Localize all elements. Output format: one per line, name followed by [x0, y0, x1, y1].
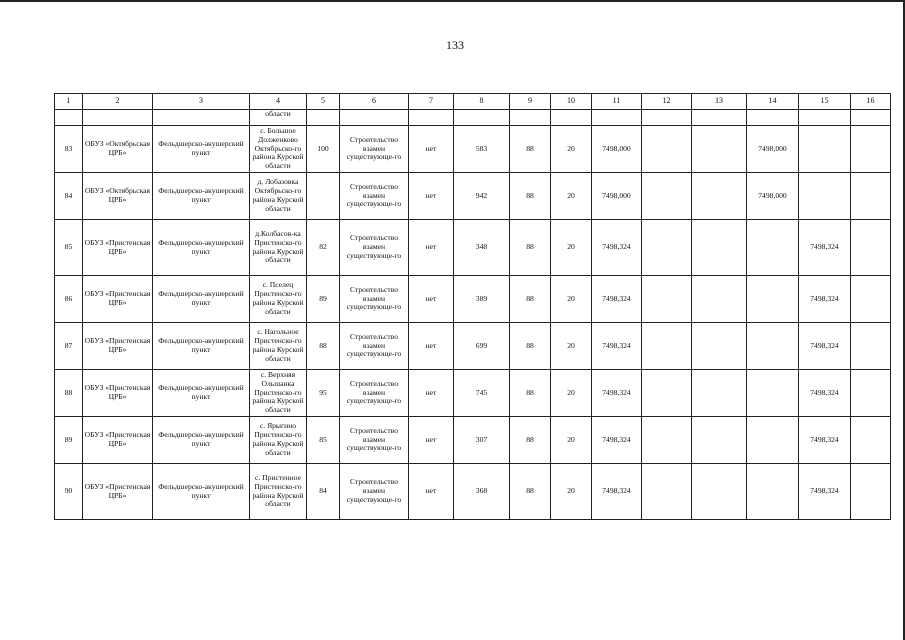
table-cell-col-13 [692, 110, 747, 126]
table-cell-col-1: 83 [55, 126, 83, 173]
table-cell-col-9: 88 [510, 173, 551, 220]
table-row [55, 126, 891, 173]
table-cell-col-1: 84 [55, 173, 83, 220]
table-cell-col-2: ОБУЗ «Октябрьская ЦРБ» [83, 126, 153, 173]
table-cell-col-2: ОБУЗ «Октябрьская ЦРБ» [83, 173, 153, 220]
table-cell-col-7: нет [409, 173, 454, 220]
table-cell-col-11 [592, 110, 642, 126]
table-cell-col-3: Фельдшерско-акушерский пункт [153, 417, 250, 464]
table-cell-col-13: 13 [692, 94, 747, 110]
table-cell-col-5 [307, 110, 340, 126]
table-cell-col-2: ОБУЗ «Пристенская ЦРБ» [83, 323, 153, 370]
table-cell-col-15 [799, 173, 851, 220]
table-cell-col-8: 348 [454, 220, 510, 276]
table-cell-col-11: 11 [592, 94, 642, 110]
table-cell-col-12 [642, 323, 692, 370]
table-cell-col-12 [642, 417, 692, 464]
table-cell-col-3: Фельдшерско-акушерский пункт [153, 173, 250, 220]
table-cell-col-14: 7498,000 [747, 173, 799, 220]
table-cell-col-14 [747, 417, 799, 464]
table-cell-col-2: ОБУЗ «Пристенская ЦРБ» [83, 276, 153, 323]
table-cell-col-11: 7498,324 [592, 417, 642, 464]
table-cell-col-15: 7498,324 [799, 370, 851, 417]
table-cell-col-6: Строительство взамен существующе-го [340, 220, 409, 276]
table-cell-col-2: ОБУЗ «Пристенская ЦРБ» [83, 370, 153, 417]
table-cell-col-11: 7498,000 [592, 126, 642, 173]
table-cell-col-3: Фельдшерско-акушерский пункт [153, 323, 250, 370]
table-cell-col-7: нет [409, 464, 454, 520]
table-cell-col-13 [692, 126, 747, 173]
table-continuation-row [55, 110, 891, 126]
table-cell-col-16 [851, 220, 891, 276]
table-cell-col-4: д. Лобазовка Октябрьско-го района Курской области [250, 173, 307, 220]
table-cell-col-12 [642, 220, 692, 276]
table-row [55, 173, 891, 220]
table-cell-col-1: 85 [55, 220, 83, 276]
table-cell-col-12 [642, 370, 692, 417]
table-cell-col-5: 88 [307, 323, 340, 370]
table-cell-col-13 [692, 323, 747, 370]
table-cell-col-14: 7498,000 [747, 126, 799, 173]
table-cell-col-16 [851, 464, 891, 520]
table-cell-col-15: 7498,324 [799, 417, 851, 464]
table-cell-col-4: с. Пристенное Пристенско-го района Курской области [250, 464, 307, 520]
table-cell-col-3: Фельдшерско-акушерский пункт [153, 220, 250, 276]
table-cell-col-7: нет [409, 220, 454, 276]
table-cell-col-6: Строительство взамен существующе-го [340, 276, 409, 323]
table-row [55, 464, 891, 520]
table-cell-col-6: Строительство взамен существующе-го [340, 173, 409, 220]
table-cell-col-12 [642, 173, 692, 220]
table-row [55, 417, 891, 464]
table-cell-col-10: 10 [551, 94, 592, 110]
table-cell-col-7: нет [409, 417, 454, 464]
table-cell-col-15: 7498,324 [799, 276, 851, 323]
table-cell-col-9: 88 [510, 276, 551, 323]
table-cell-col-6 [340, 110, 409, 126]
table-cell-col-5: 84 [307, 464, 340, 520]
table-cell-col-5: 5 [307, 94, 340, 110]
table-cell-col-10 [551, 110, 592, 126]
table-cell-col-7: нет [409, 276, 454, 323]
table-cell-col-10: 20 [551, 220, 592, 276]
table-cell-col-3 [153, 110, 250, 126]
table-cell-col-14: 14 [747, 94, 799, 110]
table-cell-col-2: ОБУЗ «Пристенская ЦРБ» [83, 220, 153, 276]
table-cell-col-10: 20 [551, 464, 592, 520]
table-cell-col-2: ОБУЗ «Пристенская ЦРБ» [83, 417, 153, 464]
table-cell-col-1 [55, 110, 83, 126]
table-cell-col-8: 368 [454, 464, 510, 520]
table-cell-col-3: Фельдшерско-акушерский пункт [153, 464, 250, 520]
table-cell-col-13 [692, 464, 747, 520]
table-row [55, 220, 891, 276]
table-cell-col-1: 89 [55, 417, 83, 464]
table-cell-col-5: 89 [307, 276, 340, 323]
table-cell-col-6: Строительство взамен существующе-го [340, 323, 409, 370]
table-cell-col-6: Строительство взамен существующе-го [340, 370, 409, 417]
table-cell-col-16 [851, 323, 891, 370]
table-cell-col-12 [642, 276, 692, 323]
table-cell-col-16 [851, 370, 891, 417]
page-top-border [0, 0, 905, 2]
table-cell-col-6: Строительство взамен существующе-го [340, 417, 409, 464]
table-row [55, 323, 891, 370]
table-cell-col-10: 20 [551, 417, 592, 464]
table-cell-col-5: 95 [307, 370, 340, 417]
table-cell-col-11: 7498,324 [592, 370, 642, 417]
table-cell-col-12 [642, 110, 692, 126]
table-cell-col-9: 88 [510, 323, 551, 370]
table-cell-col-2: ОБУЗ «Пристенская ЦРБ» [83, 464, 153, 520]
table-cell-col-16 [851, 110, 891, 126]
table-cell-col-15 [799, 110, 851, 126]
table-cell-col-2: 2 [83, 94, 153, 110]
table-cell-col-10: 20 [551, 276, 592, 323]
table-cell-col-11: 7498,324 [592, 323, 642, 370]
table-cell-col-9: 88 [510, 126, 551, 173]
table-cell-col-8 [454, 110, 510, 126]
table-cell-col-8: 307 [454, 417, 510, 464]
table-cell-col-9: 88 [510, 370, 551, 417]
table-cell-col-4: области [250, 110, 307, 126]
table-row [55, 276, 891, 323]
table-cell-col-16 [851, 276, 891, 323]
table-cell-col-14 [747, 370, 799, 417]
table-cell-col-9: 88 [510, 417, 551, 464]
table-cell-col-7: нет [409, 126, 454, 173]
table-cell-col-14 [747, 110, 799, 126]
table-cell-col-1: 88 [55, 370, 83, 417]
table-cell-col-5: 85 [307, 417, 340, 464]
table-cell-col-4: с. Большое Долженково Октябрьско-го района Курской области [250, 126, 307, 173]
table-cell-col-15: 7498,324 [799, 323, 851, 370]
table-cell-col-7: нет [409, 323, 454, 370]
table-cell-col-6: Строительство взамен существующе-го [340, 126, 409, 173]
table-cell-col-15: 7498,324 [799, 220, 851, 276]
table-cell-col-7: 7 [409, 94, 454, 110]
table-cell-col-8: 699 [454, 323, 510, 370]
table-cell-col-10: 20 [551, 370, 592, 417]
table-cell-col-14 [747, 276, 799, 323]
table-cell-col-10: 20 [551, 173, 592, 220]
table-cell-col-1: 90 [55, 464, 83, 520]
table-cell-col-13 [692, 417, 747, 464]
table-cell-col-12 [642, 464, 692, 520]
table-cell-col-15: 15 [799, 94, 851, 110]
table-cell-col-11: 7498,324 [592, 220, 642, 276]
table-cell-col-14 [747, 464, 799, 520]
table-cell-col-15 [799, 126, 851, 173]
table-cell-col-7: нет [409, 370, 454, 417]
table-cell-col-14 [747, 220, 799, 276]
table-cell-col-11: 7498,000 [592, 173, 642, 220]
table-cell-col-6: 6 [340, 94, 409, 110]
table-cell-col-4: 4 [250, 94, 307, 110]
table-cell-col-11: 7498,324 [592, 464, 642, 520]
table-cell-col-13 [692, 173, 747, 220]
table-cell-col-8: 942 [454, 173, 510, 220]
table-cell-col-5: 82 [307, 220, 340, 276]
table-cell-col-6: Строительство взамен существующе-го [340, 464, 409, 520]
table-cell-col-9 [510, 110, 551, 126]
table-cell-col-16 [851, 173, 891, 220]
table-cell-col-15: 7498,324 [799, 464, 851, 520]
table-cell-col-8: 745 [454, 370, 510, 417]
table-cell-col-9: 88 [510, 464, 551, 520]
table-cell-col-13 [692, 370, 747, 417]
table-cell-col-4: с. Нагольное Пристенско-го района Курской области [250, 323, 307, 370]
table-row [55, 370, 891, 417]
table-cell-col-1: 1 [55, 94, 83, 110]
table-cell-col-3: Фельдшерско-акушерский пункт [153, 370, 250, 417]
table-cell-col-4: д.Колбасов-ка Пристенско-го района Курской области [250, 220, 307, 276]
table-cell-col-9: 9 [510, 94, 551, 110]
table-cell-col-8: 389 [454, 276, 510, 323]
table-cell-col-8: 583 [454, 126, 510, 173]
table-cell-col-14 [747, 323, 799, 370]
table-cell-col-11: 7498,324 [592, 276, 642, 323]
table-cell-col-1: 87 [55, 323, 83, 370]
table-cell-col-16: 16 [851, 94, 891, 110]
table-cell-col-12 [642, 126, 692, 173]
data-table [54, 93, 891, 520]
table-cell-col-10: 20 [551, 323, 592, 370]
table-cell-col-5 [307, 173, 340, 220]
table-cell-col-3: Фельдшерско-акушерский пункт [153, 276, 250, 323]
table-cell-col-5: 100 [307, 126, 340, 173]
table-header-row [55, 94, 891, 110]
table-cell-col-12: 12 [642, 94, 692, 110]
table-cell-col-9: 88 [510, 220, 551, 276]
table-cell-col-2 [83, 110, 153, 126]
table-cell-col-4: с. Пселец Пристенско-го района Курской области [250, 276, 307, 323]
table-cell-col-10: 20 [551, 126, 592, 173]
table-cell-col-1: 86 [55, 276, 83, 323]
table-cell-col-16 [851, 417, 891, 464]
table-cell-col-3: 3 [153, 94, 250, 110]
table-cell-col-8: 8 [454, 94, 510, 110]
table-cell-col-13 [692, 276, 747, 323]
table-cell-col-16 [851, 126, 891, 173]
table-cell-col-4: с. Ярыгино Пристенско-го района Курской области [250, 417, 307, 464]
table-cell-col-3: Фельдшерско-акушерский пункт [153, 126, 250, 173]
page-number: 133 [446, 38, 464, 52]
table-cell-col-4: с. Верхняя Ольшанка Пристенско-го района Курской области [250, 370, 307, 417]
table-cell-col-7 [409, 110, 454, 126]
table-cell-col-13 [692, 220, 747, 276]
